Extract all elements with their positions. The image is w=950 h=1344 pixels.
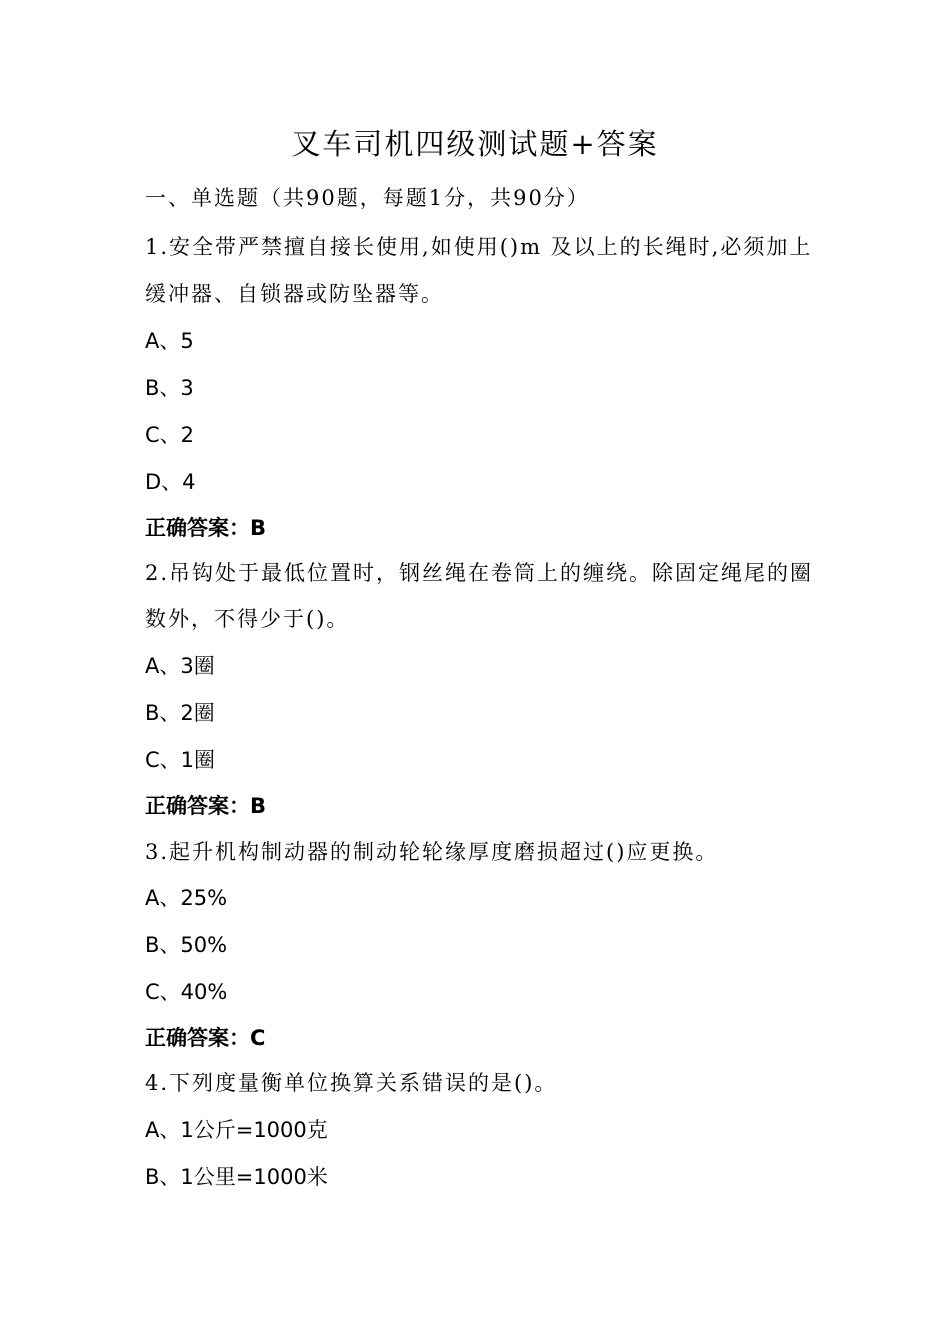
question-2-stem-line-1: 2.吊钩处于最低位置时，钢丝绳在卷筒上的缠绕。除固定绳尾的圈	[145, 561, 814, 585]
question-4-stem-line-1: 4.下列度量衡单位换算关系错误的是()。	[145, 1071, 558, 1095]
question-3-option-b: B、50%	[145, 933, 228, 957]
document-title: 叉车司机四级测试题+答案	[291, 127, 659, 161]
question-1-stem-line-2: 缓冲器、自锁器或防坠器等。	[145, 282, 444, 306]
answer-value: B	[250, 516, 267, 540]
question-4-option-b: B、1公里=1000米	[145, 1165, 328, 1189]
question-4-option-a: A、1公斤=1000克	[145, 1118, 328, 1142]
question-3-option-c: C、40%	[145, 980, 228, 1004]
question-3-answer	[145, 1023, 820, 1053]
question-1-option-b: B、3	[145, 376, 194, 400]
section-heading: 一、单选题（共90题，每题1分，共90分）	[145, 186, 590, 210]
question-1-answer	[145, 513, 820, 543]
question-3-option-a: A、25%	[145, 886, 228, 910]
question-1-stem-line-1: 1.安全带严禁擅自接长使用,如使用()m 及以上的长绳时,必须加上	[145, 235, 813, 259]
question-3-stem-line-1: 3.起升机构制动器的制动轮轮缘厚度磨损超过()应更换。	[145, 840, 719, 864]
answer-value: B	[250, 794, 267, 818]
question-2-option-c: C、1圈	[145, 748, 216, 772]
question-1-option-a: A、5	[145, 329, 194, 353]
answer-label: 正确答案：	[145, 794, 250, 818]
question-1-option-d: D、4	[145, 470, 196, 494]
question-2-stem-line-2: 数外，不得少于()。	[145, 607, 350, 631]
question-2-option-b: B、2圈	[145, 701, 215, 725]
answer-label: 正确答案：	[145, 1026, 250, 1050]
question-2-answer	[145, 791, 820, 821]
answer-label: 正确答案：	[145, 516, 250, 540]
question-2-option-a: A、3圈	[145, 654, 215, 678]
answer-value: C	[250, 1026, 266, 1050]
question-1-option-c: C、2	[145, 423, 195, 447]
